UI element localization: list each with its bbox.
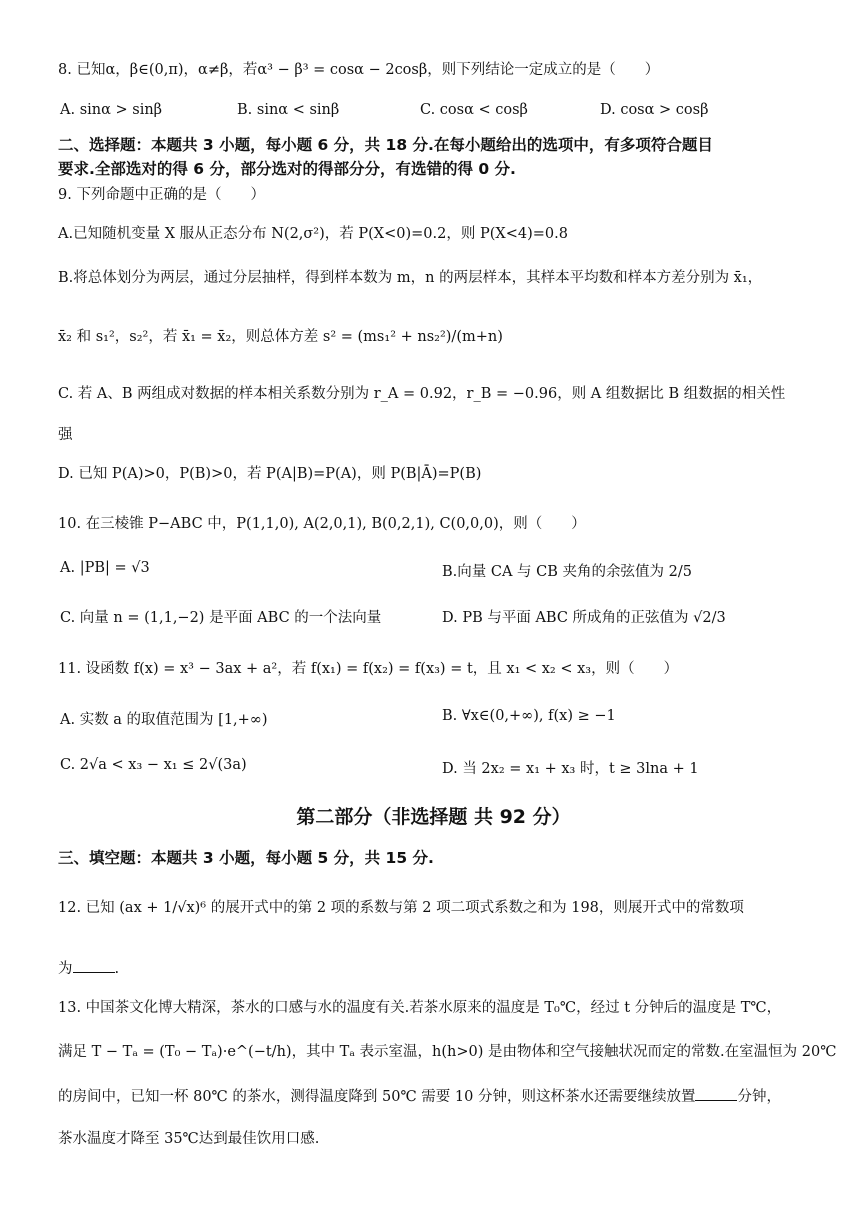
q12-line-1: 12. 已知 (ax + 1/√x)⁶ 的展开式中的第 2 项的系数与第 2 项二项式系数之和为 198，则展开式中的常数项 — [58, 900, 744, 916]
q12-line-2 — [58, 957, 119, 978]
q8-stem: 8. 已知α，β∈(0,π)，α≠β，若α³ − β³ = cosα − 2cosβ，则下列结论一定成立的是（ ） — [58, 62, 660, 78]
q8-option-c: C. cosα < cosβ — [420, 102, 528, 118]
q9-option-a: A.已知随机变量 X 服从正态分布 N(2,σ²)，若 P(X<0)=0.2，则 P(X<4)=0.8 — [58, 226, 568, 242]
q8-option-d: D. cosα > cosβ — [600, 102, 709, 118]
q12-line-2-suffix: . — [114, 961, 120, 977]
section-2-line-2: 要求.全部选对的得 6 分，部分选对的得部分分，有选错的得 0 分. — [58, 160, 516, 178]
q11-option-d: D. 当 2x₂ = x₁ + x₃ 时，t ≥ 3lna + 1 — [442, 761, 699, 777]
q12-answer-blank[interactable] — [73, 958, 115, 973]
q9-option-c-line-2: 强 — [58, 427, 73, 443]
q9-option-b-line-1: B.将总体划分为两层，通过分层抽样，得到样本数为 m，n 的两层样本，其样本平均数和样本方差分别为 x̄₁， — [58, 270, 763, 286]
q13-line-3-suffix: 分钟， — [737, 1089, 781, 1105]
q13-line-4: 茶水温度才降至 35℃达到最佳饮用口感. — [58, 1131, 320, 1147]
q10-option-a: A. |PB| = √3 — [60, 560, 150, 576]
q9-option-c-line-1: C. 若 A、B 两组成对数据的样本相关系数分别为 r_A = 0.92，r_B = −0.96，则 A 组数据比 B 组数据的相关性 — [58, 386, 786, 402]
q11-option-b: B. ∀x∈(0,+∞), f(x) ≥ −1 — [442, 708, 616, 724]
q13-line-3-prefix: 的房间中，已知一杯 80℃ 的茶水，测得温度降到 50℃ 需要 10 分钟，则这杯茶水还需要继续放置 — [58, 1089, 696, 1105]
q11-option-a: A. 实数 a 的取值范围为 [1,+∞) — [60, 712, 268, 728]
q10-option-c: C. 向量 n = (1,1,−2) 是平面 ABC 的一个法向量 — [60, 610, 382, 626]
q9-option-d: D. 已知 P(A)>0，P(B)>0，若 P(A|B)=P(A)，则 P(B|Ā)=P(B) — [58, 466, 482, 482]
part-2-title: 第二部分（非选择题 共 92 分） — [296, 806, 571, 828]
q13-line-2: 满足 T − Tₐ = (T₀ − Tₐ)·e^(−t/h)，其中 Tₐ 表示室温，h(h>0) 是由物体和空气接触状况而定的常数.在室温恒为 20℃ — [58, 1044, 837, 1060]
section-2-line-1: 二、选择题：本题共 3 小题，每小题 6 分，共 18 分.在每小题给出的选项中，有多项符合题目 — [58, 136, 713, 154]
q13-answer-blank[interactable] — [695, 1086, 737, 1101]
q12-line-2-prefix: 为 — [58, 961, 73, 977]
q9-option-b-line-2: x̄₂ 和 s₁²，s₂²，若 x̄₁ = x̄₂，则总体方差 s² = (ms₁² + ns₂²)/(m+n) — [58, 329, 503, 345]
q11-stem: 11. 设函数 f(x) = x³ − 3ax + a²，若 f(x₁) = f(x₂) = f(x₃) = t，且 x₁ < x₂ < x₃，则（ ） — [58, 661, 679, 677]
q13-line-1: 13. 中国茶文化博大精深，茶水的口感与水的温度有关.若茶水原来的温度是 T₀℃，经过 t 分钟后的温度是 T℃， — [58, 1000, 782, 1016]
q10-stem: 10. 在三棱锥 P−ABC 中，P(1,1,0), A(2,0,1), B(0,2,1), C(0,0,0)，则（ ） — [58, 516, 586, 532]
q8-option-a: A. sinα > sinβ — [60, 102, 163, 118]
section-3-heading: 三、填空题：本题共 3 小题，每小题 5 分，共 15 分. — [58, 849, 434, 867]
q11-option-c: C. 2√a < x₃ − x₁ ≤ 2√(3a) — [60, 757, 247, 773]
q10-option-d: D. PB 与平面 ABC 所成角的正弦值为 √2/3 — [442, 610, 726, 626]
q13-line-3 — [58, 1085, 781, 1106]
q10-option-b: B.向量 CA 与 CB 夹角的余弦值为 2/5 — [442, 564, 692, 580]
q8-option-b: B. sinα < sinβ — [237, 102, 340, 118]
q9-stem: 9. 下列命题中正确的是（ ） — [58, 187, 265, 203]
